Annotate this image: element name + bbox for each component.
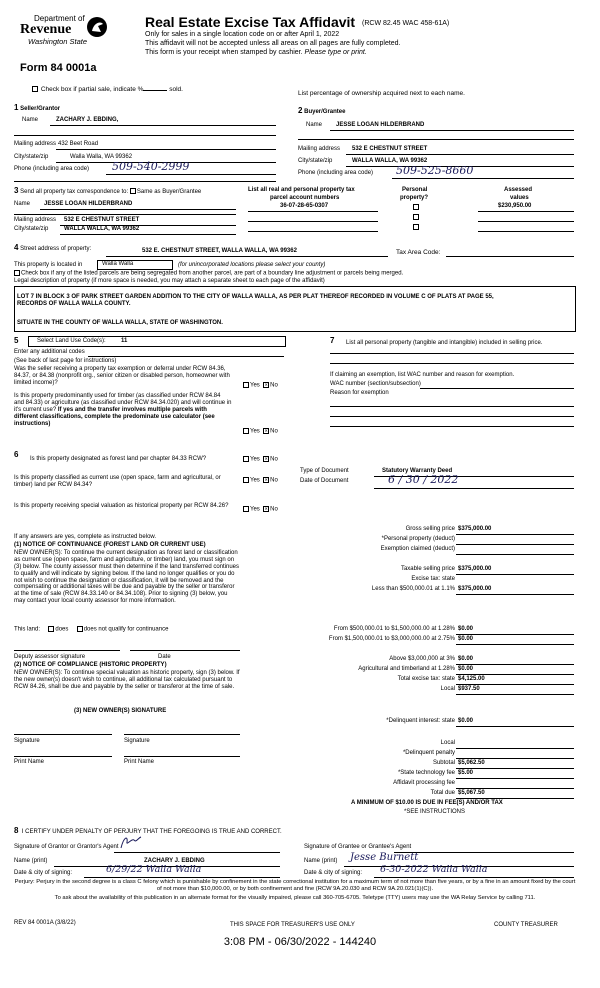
- total-state-label: Total excise tax: state: [397, 676, 455, 682]
- lt500-value[interactable]: $375,000.00: [458, 586, 492, 592]
- grantor-date-label: Date & city of signing:: [14, 870, 73, 876]
- located-note: (for unincorporated locations please select your county): [178, 262, 326, 268]
- subtitle-2: This affidavit will not be accepted unless all areas on all pages are fully completed.: [145, 40, 401, 47]
- delinq-state-value[interactable]: $0.00: [458, 718, 474, 724]
- personal-checkbox-1[interactable]: [413, 204, 420, 211]
- street-heading: 4 Street address of property:: [14, 243, 92, 252]
- tech-fee-label: *State technology fee: [397, 770, 455, 776]
- rate3-value[interactable]: $0.00: [458, 656, 474, 662]
- tax-corr-city-label: City/state/zip: [14, 226, 49, 232]
- local-label: Local: [440, 686, 455, 692]
- grantor-signature[interactable]: [118, 834, 144, 850]
- personal-header-2: property?: [400, 195, 429, 201]
- seller-phone-label: Phone (including area code): [14, 166, 90, 172]
- assessed-header-2: values: [510, 195, 529, 201]
- exemption-line-1: If claiming an exemption, list WAC number and reason for exemption.: [330, 372, 515, 378]
- tax-corr-heading: 3 Send all property tax correspondence to: Same as Buyer/Grantee: [14, 186, 202, 195]
- grantor-print-name[interactable]: ZACHARY J. EBDING: [144, 858, 205, 864]
- owner-print-label-2: Print Name: [124, 759, 155, 765]
- parcel-header-2: parcel account numbers: [270, 195, 340, 201]
- notice3-title: (3) NEW OWNER(S) SIGNATURE: [74, 708, 167, 714]
- if-yes-note: If any answers are yes, complete as instructed below.: [14, 534, 157, 540]
- ownership-note: List percentage of ownership acquired next to each name.: [298, 90, 465, 97]
- partial-sale-label: Check box if partial sale, indicate %: [40, 86, 144, 93]
- s5-number: 5: [14, 336, 19, 345]
- seller-name-label: Name: [22, 117, 39, 123]
- s7-number: 7: [330, 336, 335, 345]
- county-treasurer-label: COUNTY TREASURER: [494, 922, 558, 928]
- seller-phone[interactable]: 509-540-2999: [112, 160, 190, 173]
- located-label: This property is located in: [14, 262, 83, 268]
- gross-label: Gross selling price: [405, 526, 455, 532]
- parcel-number[interactable]: 36-07-28-65-0307: [280, 203, 329, 209]
- seller-heading: 1 Seller/Grantor: [14, 103, 61, 112]
- parcel-header-1: List all real and personal property tax: [248, 187, 355, 193]
- logo-dept-line2: Revenue: [20, 22, 72, 37]
- owner-print-label-1: Print Name: [14, 759, 45, 765]
- buyer-phone-label: Phone (including area code): [298, 170, 374, 176]
- subtotal-label: Subtotal: [432, 760, 455, 766]
- tax-corr-name-label: Name: [14, 201, 31, 207]
- grantor-date-city[interactable]: 6/29/22 Walla Walla: [106, 864, 202, 875]
- buyer-heading: 2 Buyer/Grantee: [298, 106, 346, 115]
- total-due-value[interactable]: $5,067.50: [458, 790, 485, 796]
- s6-question-2: Is this property classified as current use (open space, farm and agricultural, or timber) land per RCW 84.34?: [14, 475, 221, 488]
- tax-area-label: Tax Area Code:: [396, 249, 441, 256]
- doc-date[interactable]: 6 / 30 / 2022: [388, 473, 459, 486]
- notice1-title: (1) NOTICE OF CONTINUANCE (FOREST LAND OR CURRENT USE): [14, 542, 206, 548]
- seller-name[interactable]: ZACHARY J. EBDING,: [56, 117, 119, 123]
- buyer-mail-label: Mailing address: [298, 146, 341, 152]
- segregated-row: Check box if any of the listed parcels are being segregated from another parcel, are part of a boundary line adjustment or parcels being merged.: [14, 270, 403, 277]
- subtotal-value[interactable]: $5,062.50: [458, 760, 485, 766]
- subtitle-3: This form is your receipt when stamped by cashier. Please type or print.: [145, 49, 367, 56]
- see-instructions-note: *SEE INSTRUCTIONS: [404, 809, 466, 815]
- form-title: Real Estate Excise Tax Affidavit: [145, 14, 356, 30]
- taxable-label: Taxable selling price: [400, 566, 455, 572]
- tech-fee-value[interactable]: $5.00: [458, 770, 474, 776]
- rev-number: REV 84 0001A (3/8/22): [14, 920, 76, 926]
- exemption-line-3: Reason for exemption: [330, 390, 389, 396]
- perjury-notice: Perjury: Perjury in the second degree is a class C felony which is punishable by confinement in the state correctional institution for a maximum term of not more than five years, or by a fine in an amount fixed by the court of not more than $10,000.00, or by both confinement and fine (RCW 9A.20.030 and RCW 9A.20.021(1)(C)).: [14, 879, 576, 892]
- affidavit-fee-label: Affidavit processing fee: [393, 780, 455, 786]
- personal-deduct-label: *Personal property (deduct): [381, 536, 455, 542]
- grantee-print-name[interactable]: Jesse Burnett: [350, 852, 419, 863]
- rate2-label: From $1,500,000.01 to $3,000,000.00 at 2.75%: [328, 636, 455, 642]
- local-value[interactable]: $937.50: [458, 686, 480, 692]
- buyer-name[interactable]: JESSE LOGAN HILDERBRAND: [336, 122, 425, 128]
- notice2-body: NEW OWNER(S): To continue special valuation as historic property, sign (3) below. If the new owner(s) doesn't wish to continue, all additional tax calculated pursuant to RCW 84.26, shall be due and payable by the seller or transferor at the time of sale.: [14, 670, 240, 690]
- street-address[interactable]: 532 E. CHESTNUT STREET, WALLA WALLA, WA 99362: [142, 248, 297, 254]
- taxable-value[interactable]: $375,000.00: [458, 566, 492, 572]
- form-rcw: (RCW 82.45 WAC 458-61A): [362, 20, 450, 27]
- personal-header-1: Personal: [402, 187, 428, 193]
- exemption-deduct-label: Exemption claimed (deduct): [380, 546, 455, 552]
- rate1-value[interactable]: $0.00: [458, 626, 474, 632]
- grantee-print-label: Name (print): [304, 858, 338, 864]
- segregated-checkbox[interactable]: [14, 270, 20, 276]
- legal-label: Legal description of property (if more space is needed, you may attach a separate sheet to each page of the affidavit): [14, 278, 325, 284]
- form-number: Form 84 0001a: [20, 62, 97, 74]
- grantor-print-label: Name (print): [14, 858, 48, 864]
- doc-type[interactable]: Statutory Warranty Deed: [382, 468, 453, 474]
- seller-mail-label: Mailing address: [14, 141, 57, 147]
- tax-corr-mail-label: Mailing address: [14, 217, 57, 223]
- subtitle-1: Only for sales in a single location code on or after April 1, 2022: [145, 31, 340, 38]
- tax-corr-mail[interactable]: 532 E CHESTNUT STREET: [64, 217, 140, 223]
- legal-line-3: SITUATE IN THE COUNTY OF WALLA WALLA, STATE OF WASHINGTON.: [17, 320, 223, 326]
- s6-question-1: Is this property designated as forest land per chapter 84.33 RCW?: [30, 456, 207, 462]
- grantee-sig-label: Signature of Grantee or Grantee's Agent: [304, 844, 412, 850]
- delinq-pen-label: *Delinquent penalty: [402, 750, 455, 756]
- deputy-date-label: Date: [158, 654, 171, 660]
- partial-sold-label: sold.: [169, 86, 183, 93]
- receipt-stamp: 3:08 PM - 06/30/2022 - 144240: [223, 936, 377, 948]
- this-land-row: This land: does does not qualify for continuance: [14, 626, 169, 633]
- total-state-value[interactable]: $4,125.00: [458, 676, 485, 682]
- delinq-state-label: *Delinquent interest: state: [386, 718, 455, 724]
- agri-value[interactable]: $0.00: [458, 666, 474, 672]
- excise-state-label: Excise tax: state: [411, 576, 455, 582]
- dor-emblem-icon: [86, 16, 108, 38]
- buyer-city-label: City/state/zip: [298, 158, 333, 164]
- certify-heading: 8 I CERTIFY UNDER PENALTY OF PERJURY THAT THE FOREGOING IS TRUE AND CORRECT.: [14, 826, 282, 835]
- gross-value[interactable]: $375,000.00: [458, 526, 492, 532]
- partial-sale-row: [32, 86, 183, 93]
- seller-mail[interactable]: 432 Beet Road: [58, 141, 99, 147]
- s6-q3-answer: Yes ✕ No: [243, 506, 278, 513]
- buyer-phone[interactable]: 509-525-8660: [396, 164, 474, 177]
- personal-checkbox-3[interactable]: [413, 224, 420, 231]
- personal-checkbox-2[interactable]: [413, 214, 420, 221]
- seller-city-label: City/state/zip: [14, 154, 49, 160]
- exemption-line-2: WAC number (section/subsection): [330, 381, 421, 387]
- s6-q1-answer: Yes ✕ No: [243, 456, 278, 463]
- grantee-date-city[interactable]: 6-30-2022 Walla Walla: [380, 864, 488, 875]
- dor-logo: [20, 14, 120, 60]
- partial-sale-checkbox[interactable]: [32, 86, 38, 92]
- same-as-buyer-checkbox[interactable]: [130, 188, 136, 194]
- rate2-value[interactable]: $0.00: [458, 636, 474, 642]
- agri-label: Agricultural and timberland at 1.28%: [358, 666, 455, 672]
- total-due-label: Total due: [430, 790, 455, 796]
- minimum-note: A MINIMUM OF $10.00 IS DUE IN FEE(S) AND/OR TAX: [351, 800, 503, 806]
- located-select[interactable]: Walla Walla: [97, 260, 173, 270]
- logo-dept-line3: Washington State: [28, 37, 88, 46]
- local2-label: Local: [440, 740, 455, 746]
- owner-sig-label-1: Signature: [14, 738, 40, 744]
- lt500-label: Less than $500,000.01 at 1.1%: [371, 586, 455, 592]
- tax-corr-name[interactable]: JESSE LOGAN HILDERBRAND: [44, 201, 133, 207]
- see-back-label: (See back of last page for instructions): [14, 358, 117, 364]
- notice2-title: (2) NOTICE OF COMPLIANCE (HISTORIC PROPERTY): [14, 662, 167, 668]
- treasurer-space-label: THIS SPACE FOR TREASURER'S USE ONLY: [230, 922, 355, 928]
- s5-q2-answer: Yes ✕ No: [243, 428, 278, 435]
- buyer-name-label: Name: [306, 122, 323, 128]
- assessed-header-1: Assessed: [504, 187, 533, 193]
- grantor-sig-label: Signature of Grantor or Grantor's Agent: [14, 844, 119, 850]
- grantee-date-label: Date & city of signing:: [304, 870, 363, 876]
- buyer-mail[interactable]: 532 E CHESTNUT STREET: [352, 146, 428, 152]
- legal-line-2: RECORDS OF WALLA WALLA COUNTY.: [17, 301, 131, 307]
- rate1-label: From $500,000.01 to $1,500,000.00 at 1.28%: [333, 626, 455, 632]
- logo-dept-line1: Department of: [34, 14, 85, 23]
- legal-line-1: LOT 7 IN BLOCK 3 OF PARK STREET GARDEN ADDITION TO THE CITY OF WALLA WALLA, AS PER PLAT THEREOF RECORDED IN VOLUME C OF PLATS AT PAGE 55,: [17, 294, 494, 300]
- land-use-select[interactable]: Select Land Use Code(s): 11: [28, 336, 286, 347]
- s5-q1-answer: Yes ✕ No: [243, 382, 278, 389]
- additional-codes-label: Enter any additional codes: [14, 349, 85, 355]
- s6-q2-answer: Yes ✕ No: [243, 477, 278, 484]
- deputy-sig-label: Deputy assessor signature: [14, 654, 86, 660]
- alt-format-notice: To ask about the availability of this publication in an alternate format for the visually impaired, please call 360-705-6705. Teletype (TTY) users may use the WA Relay Service by calling 711.: [54, 895, 536, 901]
- s6-question-3: Is this property receiving special valuation as historical property per RCW 84.26?: [14, 503, 229, 509]
- doc-date-label: Date of Document: [300, 478, 349, 484]
- owner-sig-label-2: Signature: [124, 738, 150, 744]
- seller-city[interactable]: Walla Walla, WA 99362: [70, 154, 133, 160]
- buyer-city[interactable]: WALLA WALLA, WA 99362: [352, 158, 428, 164]
- doc-type-label: Type of Document: [300, 468, 349, 474]
- notice1-body: NEW OWNER(S): To continue the current designation as forest land or classification as current use (open space, farm and agriculture, or timber) land, you must sign on (3) below. The county assessor must then determine if the land transferred continues to qualify and will indicate by signing below. If the land no longer qualifies or you do not wish to continue the designation or classification, it will be removed and the compensating or additional taxes will be due and payable by the seller or transferor at the time of sale (RCW 84.33.140 or 84.34.108). Prior to signing (3) below, you may contact your local county assessor for more information.: [14, 550, 240, 605]
- assessed-value[interactable]: $230,950.00: [498, 203, 532, 209]
- s5-question-1: Was the seller receiving a property tax exemption or deferral under RCW 84.36, 84.37, or 84.38 (nonprofit org., senior citizen or disabled person, homeowner with limited income)?: [14, 366, 230, 386]
- personal-property-label: List all personal property (tangible and intangible) included in selling price.: [346, 340, 543, 346]
- s5-question-2: Is this property predominantly used for timber (as classified under RCW 84.84 and 84.33) or agriculture (as classified under RCW 84.34.020) and will continue in it's current use? If yes and the transfer involves multiple parcels with different classifications, complete the predominate use calculator (see instructions): [14, 393, 232, 427]
- s6-number: 6: [14, 450, 19, 459]
- tax-corr-city[interactable]: WALLA WALLA, WA 99362: [64, 226, 140, 232]
- rate3-label: Above $3,000,000 at 3%: [389, 656, 455, 662]
- legal-description-box[interactable]: [14, 286, 576, 332]
